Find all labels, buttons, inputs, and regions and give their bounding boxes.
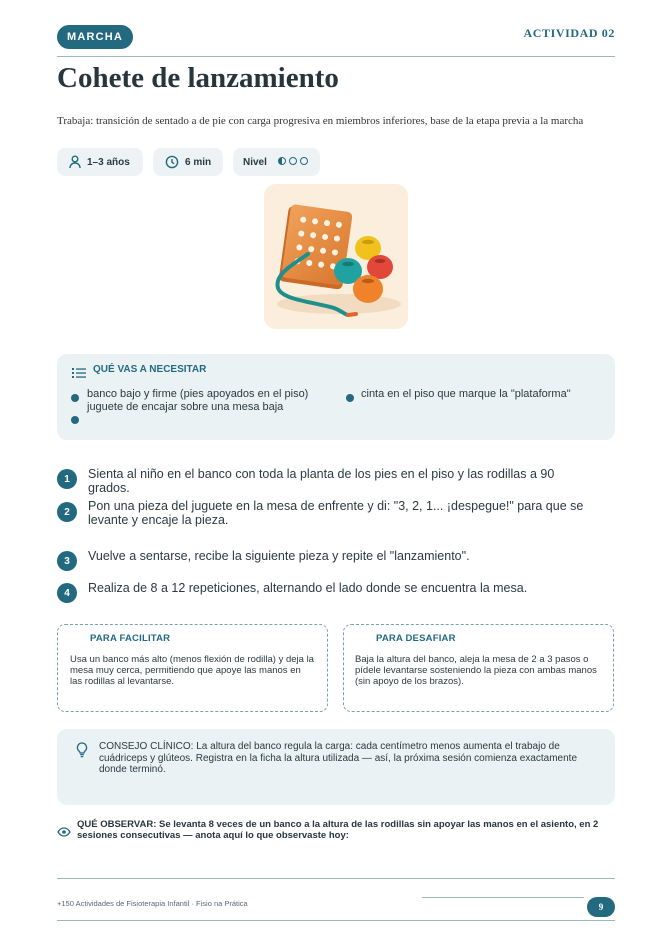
step-text: Sienta al niño en el banco con toda la planta de los pies en el piso y las rodillas a 90 grados.: [88, 467, 555, 495]
level-label: Nivel: [243, 156, 267, 168]
harder-title: PARA DESAFIAR: [376, 633, 456, 644]
step-number: 2: [57, 502, 77, 522]
step-text: Vuelve a sentarse, recibe la siguiente pieza y repite el "lanzamiento".: [88, 549, 470, 563]
level-dot-empty: [289, 157, 297, 165]
footer-text: +150 Actividades de Fisioterapia Infantil · Fisio na Prática: [57, 899, 248, 908]
clinical-tip-text: CONSEJO CLÍNICO: La altura del banco regula la carga: cada centímetro menos aumenta el trabajo de cuádriceps y glúteos. Registra en la ficha la altura utilizada — así, la próxima sesión comienza exactamente donde terminó.: [99, 741, 578, 775]
list-icon: [72, 366, 86, 384]
age-chip: [57, 148, 143, 176]
step-text: Pon una pieza del juguete en la mesa de enfrente y di: "3, 2, 1... ¡despegue!" para que se levante y encaje la pieza.: [88, 499, 584, 527]
material-item-2: juguete de encajar sobre una mesa baja: [87, 401, 284, 413]
easier-title: PARA FACILITAR: [90, 633, 171, 644]
step-number: 4: [57, 583, 77, 603]
age-value: 1–3 años: [87, 156, 130, 168]
header-divider: [57, 56, 615, 57]
harder-text: Baja la altura del banco, aleja la mesa de 2 a 3 pasos o pídele levantarse sosteniendo la pieza con ambas manos (sin apoyo de los brazos).: [355, 654, 597, 687]
page-title: Cohete de lanzamiento: [57, 62, 339, 94]
eye-icon: [57, 824, 71, 842]
level-indicator: [275, 157, 308, 168]
section-badge: MARCHA: [57, 25, 133, 49]
activity-number: ACTIVIDAD 02: [523, 26, 615, 40]
person-icon: [69, 155, 87, 169]
duration-value: 6 min: [185, 156, 212, 168]
footer-line: [422, 897, 584, 898]
bullet: [71, 416, 79, 424]
level-dot-empty: [300, 157, 308, 165]
footer-divider: [57, 878, 615, 879]
clock-icon: [165, 155, 185, 169]
material-item: [87, 388, 337, 414]
footer-bottom-divider: [57, 920, 615, 921]
materials-title: QUÉ VAS A NECESITAR: [93, 364, 207, 375]
step-number: 1: [57, 469, 77, 489]
page-number: 9: [587, 897, 615, 917]
bullet: [346, 394, 354, 402]
duration-chip: [153, 148, 223, 176]
step-number: 3: [57, 551, 77, 571]
observe-text: QUÉ OBSERVAR: Se levanta 8 veces de un banco a la altura de las rodillas sin apoyar las manos en el asiento, en 2 sesiones consecutivas — anota aquí lo que observaste hoy:: [77, 819, 599, 841]
page-subtitle: Trabaja: transición de sentado a de pie con carga progresiva en miembros inferiores, base de la etapa previa a la marcha: [57, 115, 584, 127]
activity-illustration: [264, 184, 408, 329]
lightbulb-icon: [76, 742, 88, 763]
material-item-1: banco bajo y firme (pies apoyados en el piso): [87, 388, 309, 400]
step-text: Realiza de 8 a 12 repeticiones, alternando el lado donde se encuentra la mesa.: [88, 581, 528, 595]
level-chip: [233, 148, 320, 176]
easier-text: Usa un banco más alto (menos flexión de rodilla) y deja la mesa muy cerca, permitiendo que apoye las manos en las rodillas al levantarse.: [70, 654, 314, 687]
bullet: [71, 394, 79, 402]
level-dot-filled: [278, 157, 286, 165]
material-item-3: cinta en el piso que marque la "plataforma": [361, 388, 571, 400]
